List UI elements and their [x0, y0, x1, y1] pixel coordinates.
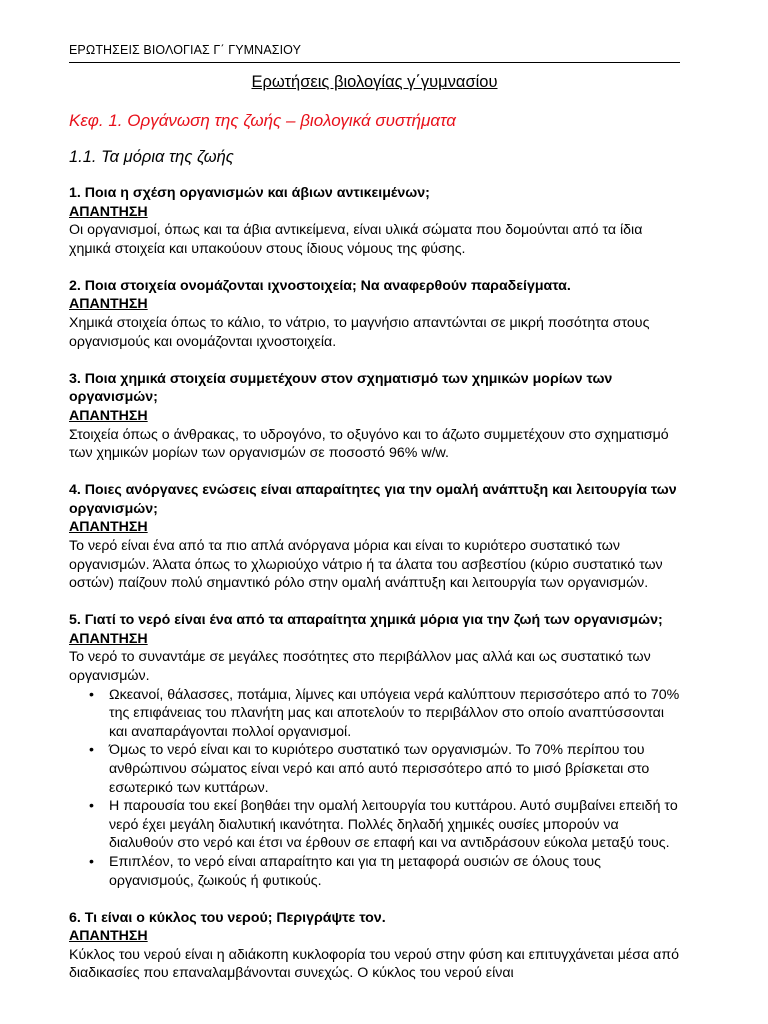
answer-label: ΑΠΑΝΤΗΣΗ [69, 296, 148, 313]
answer-text: Χημικά στοιχεία όπως το κάλιο, το νάτριο, το μαγνήσιο απαντώνται σε μικρή ποσότητα στους οργανισμούς και ονομάζονται ιχνοστοιχεία. [69, 315, 650, 350]
answer-label: ΑΠΑΝΤΗΣΗ [69, 407, 148, 424]
question-text: 3. Ποια χημικά στοιχεία συμμετέχουν στον σχηματισμό των χημικών μορίων των οργανισμών; [69, 370, 613, 406]
answer-label: ΑΠΑΝΤΗΣΗ [69, 928, 148, 945]
chapter-title: Κεφ. 1. Οργάνωση της ζωής – βιολογικά συστήματα [69, 111, 456, 130]
bullet-item [69, 686, 680, 742]
bullet-glyph: • [89, 798, 94, 815]
answer-text: Κύκλος του νερού είναι η αδιάκοπη κυκλοφορία του νερού στην φύση και επιτυγχάνεται μέσα από διαδικασίες που επαναλαμβάνονται συνεχώς. Ο κύκλος του νερού είναι [69, 946, 680, 982]
bullet-item [69, 741, 680, 797]
bullet-text: Η παρουσία του εκεί βοηθάει την ομαλή λειτουργία του κυττάρου. Αυτό συμβαίνει επειδή το νερό έχει μεγάλη διαλυτική ικανότητα. Πολλές δηλαδή χημικές ουσίες μπορούν να διαλυθούν στο νερό και έτσι να έρθουν σε επαφή και να αντιδράσουν εύκολα μεταξύ τους. [109, 798, 678, 852]
section-title: 1.1. Τα μόρια της ζωής [69, 148, 234, 166]
question-block-5 [69, 611, 680, 890]
bullet-glyph: • [89, 742, 94, 759]
document-body [69, 71, 680, 1002]
bullet-text: Ωκεανοί, θάλασσες, ποτάμια, λίμνες και υπόγεια νερά καλύπτουν περισσότερο από το 70% της επιφάνειας του πλανήτη μας και αποτελούν το περιβάλλον στο οποίο αναπτύσσονται και αναπαράγονται πολλοί οργανισμοί. [109, 686, 680, 740]
bullet-text: Επιπλέον, το νερό είναι απαραίτητο και για τη μεταφορά ουσιών σε όλους τους οργανισμούς, ζωικούς ή φυτικούς. [109, 854, 602, 889]
question-block-2 [69, 277, 680, 351]
answer-text: Οι οργανισμοί, όπως και τα άβια αντικείμενα, είναι υλικά σώματα που δομούνται από τα ίδια χημικά στοιχεία και υπακούουν στους ίδιους νόμους της φύσης. [69, 222, 643, 257]
question-block-1 [69, 184, 680, 258]
answer-label: ΑΠΑΝΤΗΣΗ [69, 203, 148, 220]
bullet-item [69, 797, 680, 853]
running-header: ΕΡΩΤΗΣΕΙΣ ΒΙΟΛΟΓΙΑΣ Γ΄ ΓΥΜΝΑΣΙΟΥ [69, 43, 302, 57]
question-block-3 [69, 370, 680, 463]
answer-label: ΑΠΑΝΤΗΣΗ [69, 630, 148, 647]
answer-text: Το νερό το συναντάμε σε μεγάλες ποσότητες στο περιβάλλον μας αλλά και ως συστατικό των οργανισμών. [69, 649, 651, 685]
question-text: 2. Ποια στοιχεία ονομάζονται ιχνοστοιχεία; Να αναφερθούν παραδείγματα. [69, 277, 571, 294]
question-block-6 [69, 909, 680, 983]
question-block-4 [69, 481, 680, 593]
question-text: 5. Γιατί το νερό είναι ένα από τα απαραίτητα χημικά μόρια για την ζωή των οργανισμών; [69, 612, 663, 629]
header-rule [69, 62, 680, 63]
document-title: Ερωτήσεις βιολογίας γ΄γυμνασίου [251, 73, 498, 91]
question-text: 1. Ποια η σχέση οργανισμών και άβιων αντικειμένων; [69, 185, 430, 201]
question-text: 6. Τι είναι ο κύκλος του νερού; Περιγράψτε τον. [69, 909, 386, 926]
bullet-glyph: • [89, 686, 94, 703]
answer-text: Το νερό είναι ένα από τα πιο απλά ανόργανα μόρια και είναι το κυριότερο συστατικό των οργανισμών. Άλατα όπως το χλωριούχο νάτριο ή τα άλατα του ασβεστίου (κύριο συστατικό των οστών) παίζουν πολύ σημαντικό ρόλο στην ομαλή ανάπτυξη και λειτουργία των οργανισμών. [69, 538, 663, 592]
question-text: 4. Ποιες ανόργανες ενώσεις είναι απαραίτητες για την ομαλή ανάπτυξη και λειτουργία των οργανισμών; [69, 482, 677, 517]
bullet-glyph: • [89, 854, 94, 870]
bullet-item [69, 853, 680, 890]
answer-text: Στοιχεία όπως ο άνθρακας, το υδρογόνο, το οξυγόνο και το άζωτο συμμετέχουν στο σχηματισμό των χημικών μορίων των οργανισμών σε ποσοστό 96% w/w. [69, 426, 669, 462]
bullet-list [69, 686, 680, 891]
answer-label: ΑΠΑΝΤΗΣΗ [69, 519, 148, 536]
bullet-text: Όμως το νερό είναι και το κυριότερο συστατικό των οργανισμών. Το 70% περίπου του ανθρώπινου σώματος είναι νερό και από αυτό περισσότερο από το μισό βρίσκεται στο εσωτερικό των κυττάρων. [109, 742, 650, 796]
